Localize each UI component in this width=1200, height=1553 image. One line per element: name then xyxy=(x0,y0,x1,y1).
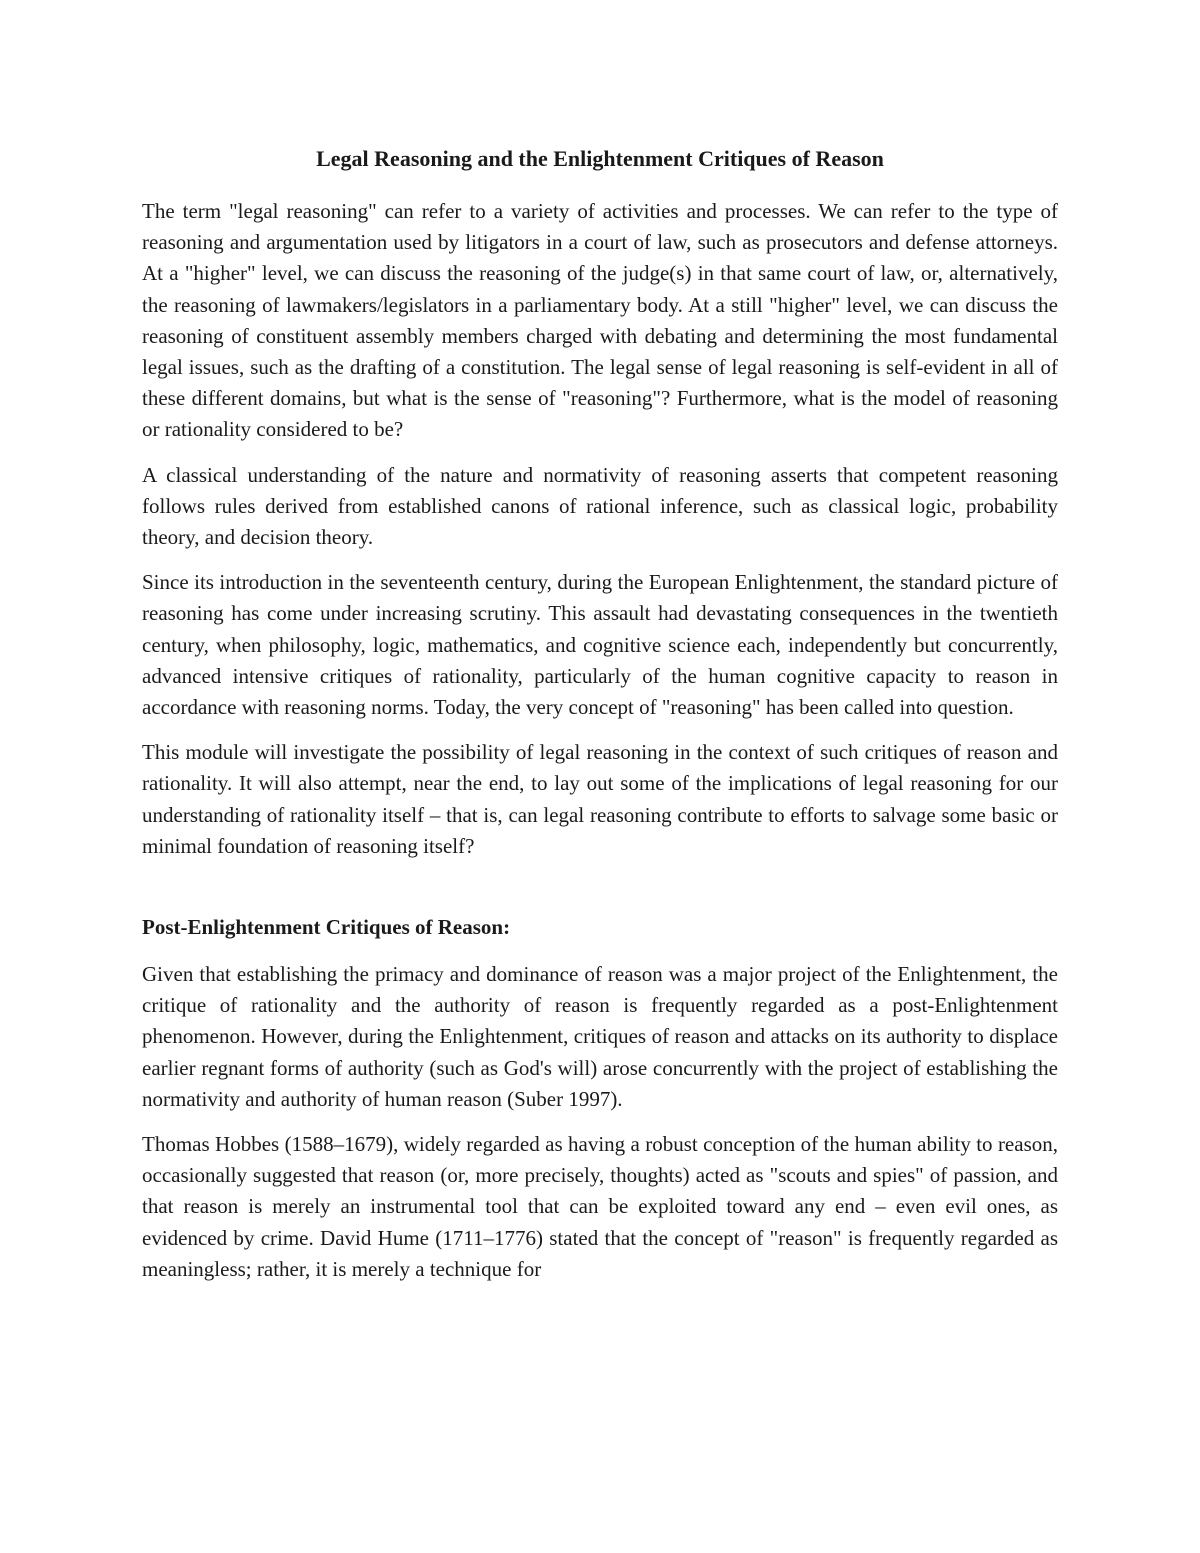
intro-paragraph-3: Since its introduction in the seventeenth century, during the European Enlightenment, the standard picture of reasoning has come under increasing scrutiny. This assault had devastating consequences in the twentieth century, when philosophy, logic, mathematics, and cognitive science each, independently but concurrently, advanced intensive critiques of rationality, particularly of the human cognitive capacity to reason in accordance with reasoning norms. Today, the very concept of "reasoning" has been called into question. xyxy=(142,570,1058,720)
intro-paragraph-1: The term "legal reasoning" can refer to a variety of activities and processes. We can refer to the type of reasoning and argumentation used by litigators in a court of law, such as prosecutors and defense attorneys. At a "higher" level, we can discuss the reasoning of the judge(s) in that same court of law, or, alternatively, the reasoning of lawmakers/legislators in a parliamentary body. At a still "higher" level, we can discuss the reasoning of constituent assembly members charged with debating and determining the most fundamental legal issues, such as the drafting of a constitution. The legal sense of legal reasoning is self-evident in all of these different domains, but what is the sense of "reasoning"? Furthermore, what is the model of reasoning or rationality considered to be? xyxy=(142,199,1058,442)
intro-paragraph-2: A classical understanding of the nature and normativity of reasoning asserts that competent reasoning follows rules derived from established canons of rational inference, such as classical logic, probability theory, and decision theory. xyxy=(142,462,1058,550)
section-paragraph-2: Thomas Hobbes (1588–1679), widely regarded as having a robust conception of the human ability to reason, occasionally suggested that reason (or, more precisely, thoughts) acted as "scouts and spies" of passion, and that reason is merely an instrumental tool that can be exploited toward any end – even evil ones, as evidenced by crime. David Hume (1711–1776) stated that the concept of "reason" is frequently regarded as meaningless; rather, it is merely a technique for xyxy=(142,1132,1058,1281)
section-paragraph-1: Given that establishing the primacy and dominance of reason was a major project of the Enlightenment, the critique of rationality and the authority of reason is frequently regarded as a post-Enlightenment phenomenon. However, during the Enlightenment, critiques of reason and attacks on its authority to displace earlier regnant forms of authority (such as God's will) arose concurrently with the project of establishing the normativity and authority of human reason (Suber 1997). xyxy=(142,962,1058,1111)
section-heading: Post-Enlightenment Critiques of Reason: xyxy=(142,915,511,940)
intro-paragraph-4: This module will investigate the possibility of legal reasoning in the context of such critiques of reason and rationality. It will also attempt, near the end, to lay out some of the implications of legal reasoning for our understanding of rationality itself – that is, can legal reasoning contribute to efforts to salvage some basic or minimal foundation of reasoning itself? xyxy=(142,740,1058,858)
document-title: Legal Reasoning and the Enlightenment Critiques of Reason xyxy=(316,146,884,171)
document-body xyxy=(142,143,1058,1285)
